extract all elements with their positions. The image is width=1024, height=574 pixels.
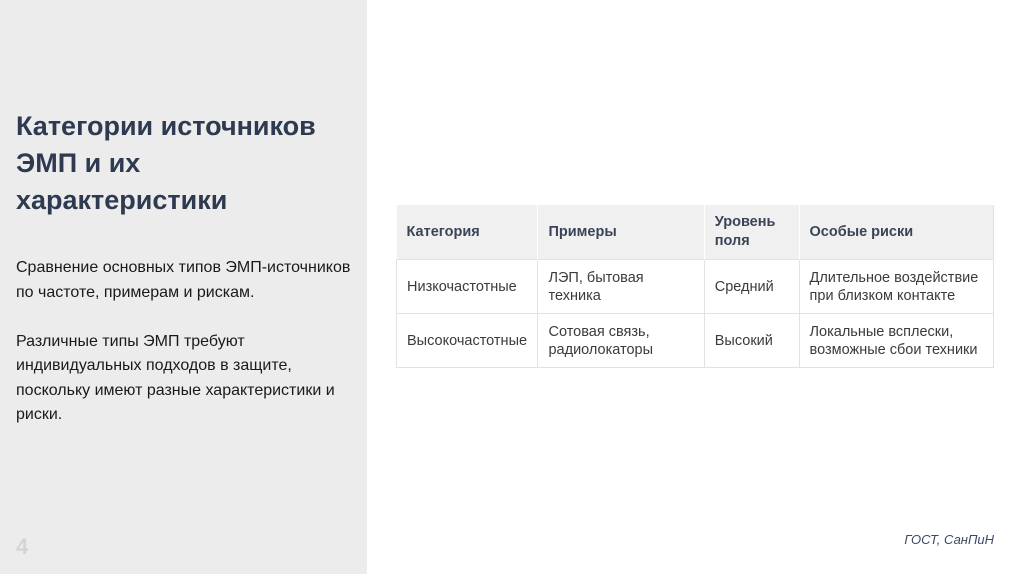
slide-title: Категории источников ЭМП и их характеристики bbox=[16, 111, 316, 215]
page-number: 4 bbox=[16, 534, 29, 559]
cell-examples: Сотовая связь, радиолокаторы bbox=[538, 314, 704, 368]
description-paragraph-1: Сравнение основных типов ЭМП-источников по частоте, примерам и рискам. bbox=[16, 259, 351, 301]
table-header-row bbox=[397, 205, 994, 260]
header-risks: Особые риски bbox=[799, 205, 993, 260]
cell-field-level: Средний bbox=[704, 260, 799, 314]
cell-risks: Локальные всплески, возможные сбои техники bbox=[799, 314, 993, 368]
source-footnote: ГОСТ, СанПиН bbox=[904, 532, 994, 547]
cell-examples: ЛЭП, бытовая техника bbox=[538, 260, 704, 314]
header-examples: Примеры bbox=[538, 205, 704, 260]
emf-categories-table bbox=[396, 205, 994, 368]
cell-risks: Длительное воздействие при близком контакте bbox=[799, 260, 993, 314]
description-paragraph-2: Различные типы ЭМП требуют индивидуальных подходов в защите, поскольку имеют разные характеристики и риски. bbox=[16, 332, 335, 423]
cell-field-level: Высокий bbox=[704, 314, 799, 368]
header-category: Категория bbox=[397, 205, 538, 260]
header-field-level: Уровень поля bbox=[704, 205, 799, 260]
slide-description bbox=[16, 256, 351, 452]
cell-category: Высокочастотные bbox=[397, 314, 538, 368]
cell-category: Низкочастотные bbox=[397, 260, 538, 314]
table-row bbox=[397, 260, 994, 314]
table-row bbox=[397, 314, 994, 368]
